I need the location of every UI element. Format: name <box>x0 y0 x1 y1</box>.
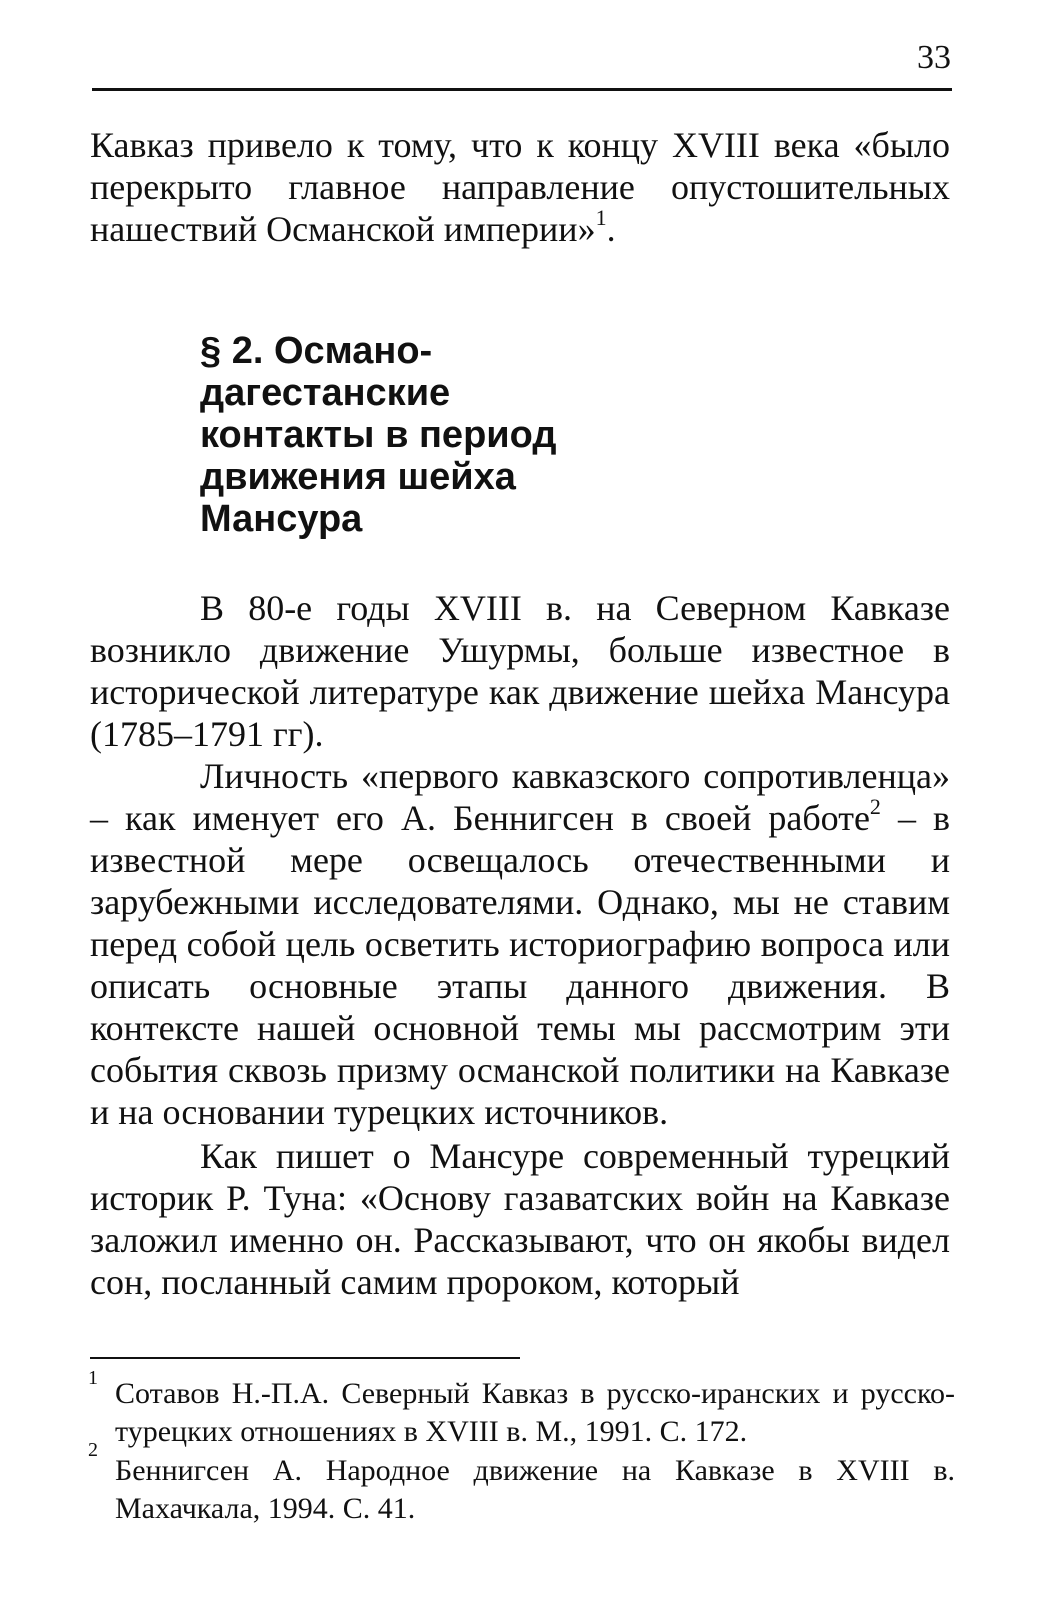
heading-line: Мансура <box>200 498 363 540</box>
heading-line: дагестанские <box>200 372 451 414</box>
paragraph-2-start: Личность «первого кавказского сопротивленца» – как именует его А. Беннигсен в своей работе <box>90 756 950 838</box>
intro-end: . <box>606 209 616 249</box>
page-number: 33 <box>917 39 951 76</box>
footnote-marker-2: 2 <box>88 1439 98 1461</box>
footnote-rule <box>90 1357 520 1359</box>
footnote-2: Беннигсен А. Народное движение на Кавказе в XVIII в. Махачкала, 1994. С. 41. <box>115 1454 955 1525</box>
paragraph-3: Как пишет о Мансуре современный турецкий историк Р. Туна: «Основу газаватских войн на Кавказе заложил именно он. Рассказывают, что он якобы видел сон, посланный самим пророком, который <box>90 1136 950 1302</box>
heading-line: контакты в период <box>200 414 557 456</box>
paragraph-2 <box>90 755 950 1133</box>
footnote-ref-1: 1 <box>595 205 607 230</box>
paragraph-2-rest: – в известной мере освещалось отечественными и зарубежными исследователями. Однако, мы не ставим перед собой цель осветить историографию вопроса или описать основные этапы данного движения. В контексте нашей основной темы мы рассмотрим эти события сквозь призму османской политики на Кавказе и на основании турецких источников. <box>90 798 950 1132</box>
footnote-1: Сотавов Н.-П.А. Северный Кавказ в русско-иранских и русско-турецких отношениях в XVIII в. М., 1991. С. 172. <box>115 1377 955 1448</box>
heading-line: движения шейха <box>200 456 516 498</box>
intro-paragraph <box>90 124 950 250</box>
paragraph-1: В 80-е годы XVIII в. на Северном Кавказе возникло движение Ушурмы, больше известное в исторической литературе как движение шейха Мансура (1785–1791 гг). <box>90 588 950 754</box>
heading-line: § 2. Османо- <box>200 330 433 372</box>
header-rule <box>92 88 952 91</box>
section-heading <box>200 330 720 540</box>
footnote-marker-1: 1 <box>88 1367 98 1389</box>
footnote-ref-2: 2 <box>869 794 881 819</box>
intro-text: Кавказ привело к тому, что к концу XVIII века «было перекрыто главное направление опустошительных нашествий Османской империи» <box>90 125 950 249</box>
